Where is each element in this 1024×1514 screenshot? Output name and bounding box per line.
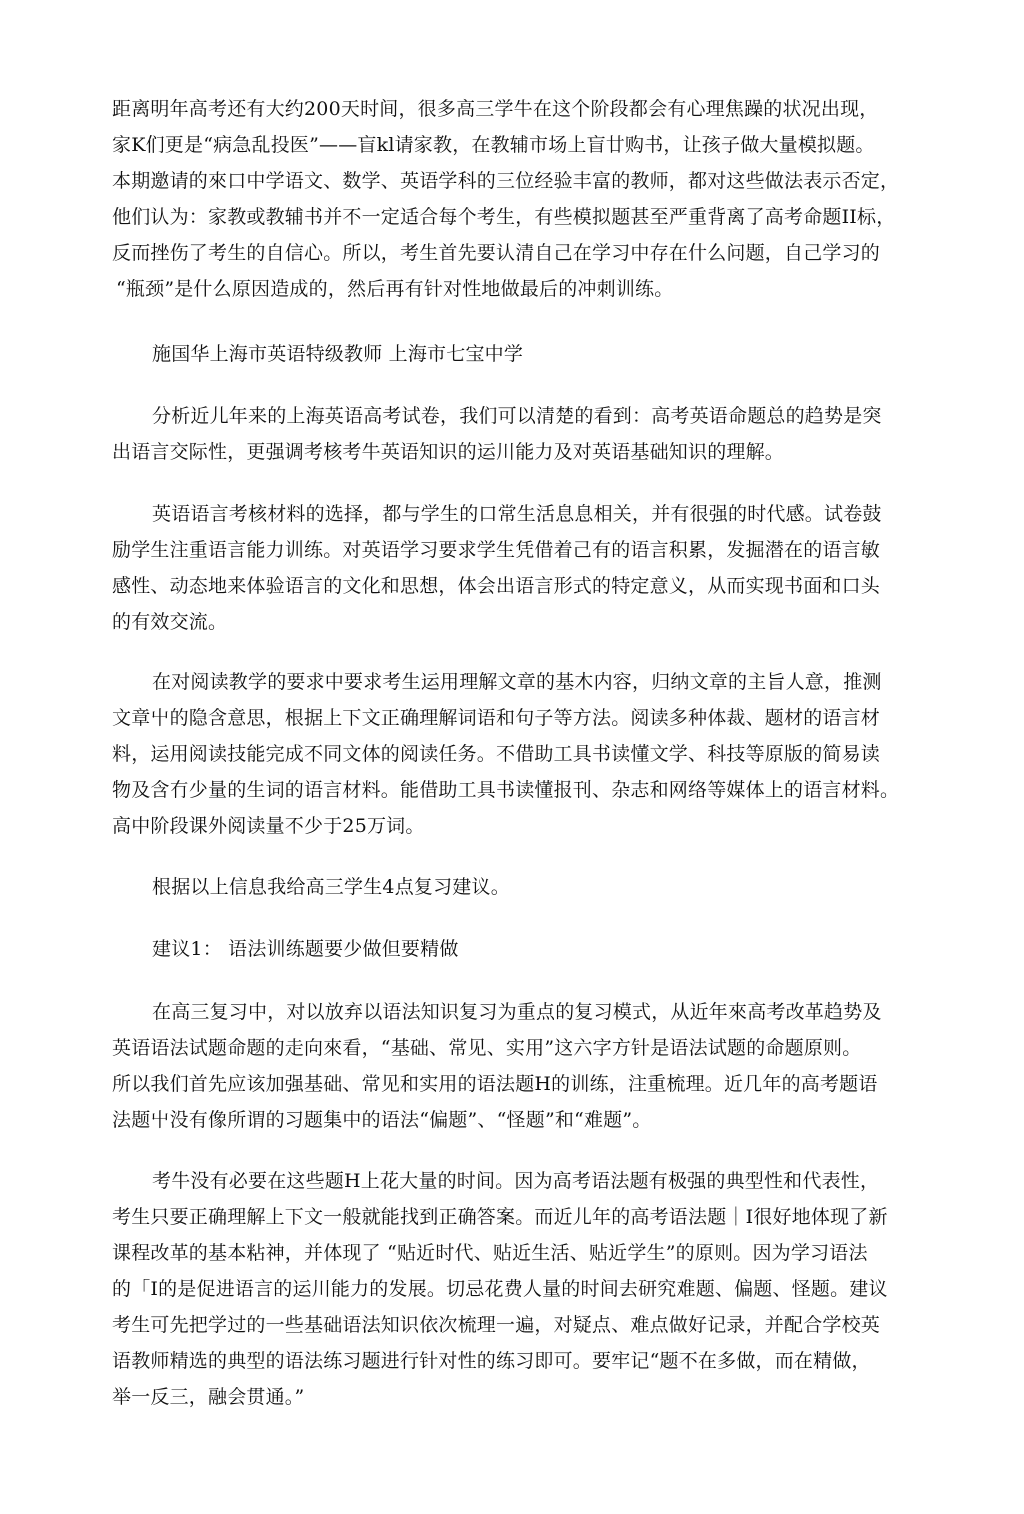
text-line: 语教师精选的典型的语法练习题进行针对性的练习即可。要牢记“题不在多做，而在精做， <box>112 1350 871 1372</box>
text-line: 励学生注重语言能力训练。对英语学习要求学生凭借着己有的语言积累，发掘潜在的语言敏 <box>112 539 881 561</box>
text-line: 建议1： 语法训练题要少做但要精做 <box>152 938 459 960</box>
text-line: 反而挫伤了考生的自信心。所以，考生首先要认清自己在学习中存在什么问题，自己学习的 <box>112 242 881 264</box>
text-line: 考生只要正确理解上下文一般就能找到正确答案。而近儿年的高考语法题｜I很好地体现了新 <box>112 1206 888 1228</box>
text-line: 举一反三，融会贯通。” <box>112 1386 305 1408</box>
text-line: 本期邀请的來口中学语文、数学、英语学科的三位经验丰富的教师，都对这些做法表示否定， <box>112 170 900 192</box>
text-line: 考生可先把学过的一些基础语法知识依次梳理一遍，对疑点、难点做好记录，并配合学校英 <box>112 1314 881 1336</box>
text-line: 分析近儿年来的上海英语高考试卷，我们可以清楚的看到：高考英语命题总的趋势是突 <box>152 405 882 427</box>
text-line: “瓶颈”是什么原因造成的，然后再有针对性地做最后的冲刺训练。 <box>116 278 674 300</box>
text-line: 料，运用阅读技能完成不同文体的阅读任务。不借助工具书读懂文学、科技等原版的简易读 <box>112 743 881 765</box>
text-line: 距离明年高考还有大约200天时间，很多高三学牛在这个阶段都会有心理焦躁的状况出现， <box>112 98 879 120</box>
text-line: 出语言交际性，更强调考核考牛英语知识的运川能力及对英语基础知识的理解。 <box>112 441 785 463</box>
text-line: 物及含冇少量的生词的语言材料。能借助工具书读懂报刊、杂志和网络等媒体上的语言材料。 <box>112 779 900 801</box>
text-line: 施国华上海市英语特级教师 上海市七宝中学 <box>152 343 524 365</box>
text-line: 法题屮没有像所谓的习题集中的语法“偏题”、“怪题”和“难题”。 <box>112 1109 652 1131</box>
reading-paragraph <box>112 664 902 844</box>
text-line: 的有效交流。 <box>112 611 228 633</box>
suggestion-heading <box>112 931 902 967</box>
text-line: 课程改革的基本粘神，并体现了 “贴近时代、贴近生活、贴近学生”的原则。因为学习语法 <box>112 1242 868 1264</box>
text-line: 家K们更是“病急乱投医”——盲kl请家教，在教辅市场上盲廿购书，让孩子做大量模拟题。 <box>112 134 875 156</box>
text-line: 感性、动态地来体验语言的文化和思想，体会出语言形式的特定意义，从而实现书面和口头 <box>112 575 881 597</box>
text-line: 英语语言考核材料的选择，都与学生的口常生活息息相关，并有很强的时代感。试卷鼓 <box>152 503 882 525</box>
text-line: 他们认为：家教或教辅书并不一定适合每个考生，有些模拟题甚至严重背离了高考命题II标， <box>112 206 896 228</box>
analysis-paragraph <box>112 398 902 470</box>
text-line: 文章屮的隐含意思，根据上下文正确理解词语和句子等方法。阅读多种体裁、题材的语言材 <box>112 707 881 729</box>
text-line: 在高三复习中，对以放弃以语法知识复习为重点的复习模式，从近年來高考改革趋势及 <box>152 1001 882 1023</box>
text-line: 高中阶段课外阅读量不少于25万词。 <box>112 815 425 837</box>
materials-paragraph <box>112 496 902 640</box>
grammar-paragraph <box>112 994 902 1138</box>
text-line: 考牛没有必要在这些题H上花大量的时间。因为高考语法题有极强的典型性和代表性， <box>152 1170 880 1192</box>
intro-paragraph <box>112 91 902 307</box>
text-line: 的「I的是促进语言的运川能力的发展。切忌花费人量的时间去研究难题、偏题、怪题。建议 <box>112 1278 888 1300</box>
text-line: 根据以上信息我给高三学生4点复习建议。 <box>152 876 510 898</box>
text-line: 在对阅读教学的要求中要求考生运用理解文章的基木内容，归纳文章的主旨人意，推测 <box>152 671 882 693</box>
text-line: 所以我们首先应该加强基础、常见和实用的语法题H的训练，注重梳理。近几年的高考题语 <box>112 1073 878 1095</box>
advice-paragraph <box>112 1163 902 1415</box>
text-line: 英语语法试题命题的走向來看，“基础、常见、实用”这六字方针是语法试题的命题原则。 <box>112 1037 862 1059</box>
summary-line <box>112 869 902 905</box>
author-line <box>112 336 902 372</box>
